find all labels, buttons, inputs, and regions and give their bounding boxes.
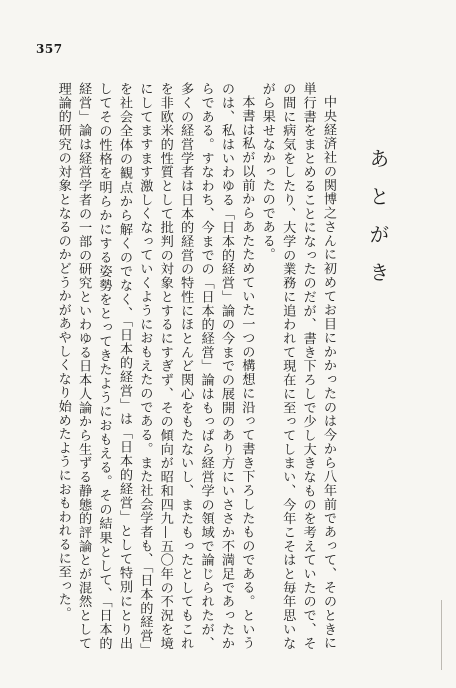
body-text xyxy=(52,82,338,650)
paragraph: 中央経済社の関博之さんに初めてお目にかかったのは今から八年前であって、そのときに単行書をまとめることになったのだが、書き下ろしで少し大きなものを考えていたので、その間に病気をしたり、大学の業務に追われて現在に至ってしまい、今年こそはと毎年思いながら果せなかったのである。 xyxy=(259,82,336,650)
page-number: 357 xyxy=(36,42,63,56)
paragraph: 本書は私が以前からあたためていた一つの構想に沿って書き下ろしたものである。というのは、私はいわゆる「日本的経営」論の今までの展開のあり方にいささか不満足であったからである。すなわち、今までの「日本的経営」論はもっぱら経営学の領域で論じられたが、多くの経営学者は日本的経営の特性にほとんど関心をもたないし、またもったとしてもこれを非欧米的性質として批判の対象とするにすぎず、その傾向が昭和四九—五〇年の不況を境にしてますます激しくなっていくようにおもえたのである。また社会学者も、「日本的経営」を社会全体の観点から解くのでなく、「日本的経営」は「日本的経営」として特別にとり出してその性格を明らかにする姿勢をとってきたようにおもえる。その結果として、「日本的経営」論は経営学者の一部の研究といわゆる日本人論から生ずる静態的評論とが混然として理論的研究の対象となるのかどうかがあやしくなり始めたようにおもわれるに至った。 xyxy=(55,82,255,650)
section-heading: あとがき xyxy=(366,148,390,300)
scan-edge-mark xyxy=(441,600,442,670)
